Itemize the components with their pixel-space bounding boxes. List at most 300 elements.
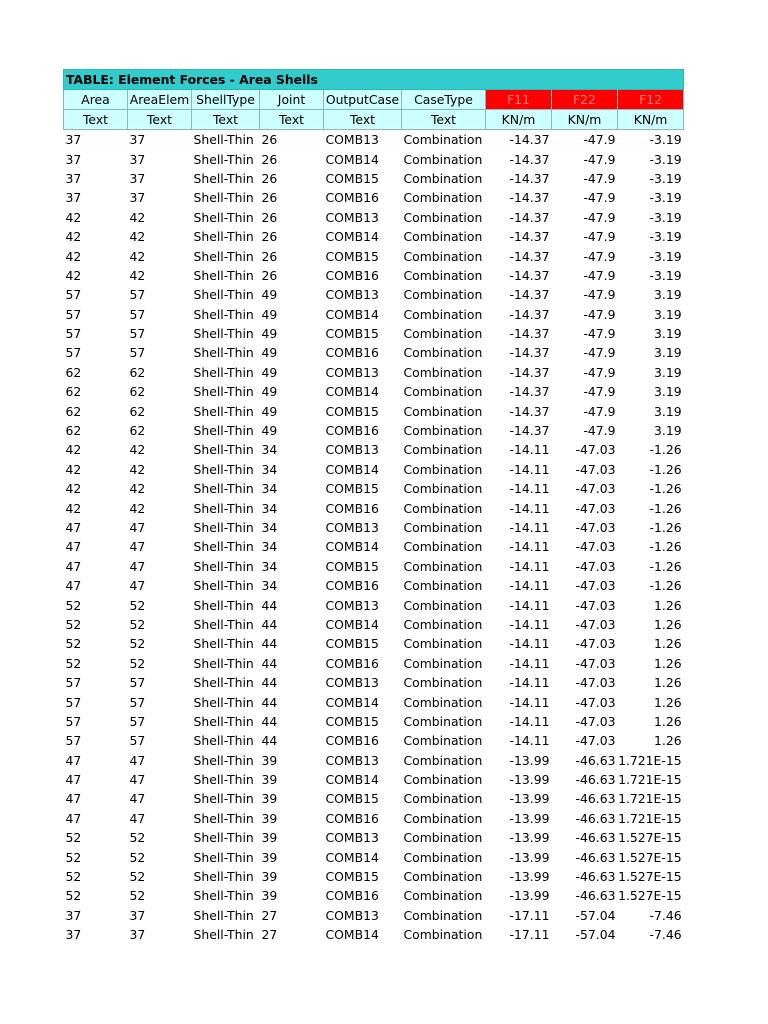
cell-f22[interactable]: -47.03 [575,442,616,458]
cell-areaelem[interactable]: 37 [129,927,146,943]
cell-f12[interactable]: 3.19 [654,287,682,303]
cell-f11[interactable]: -14.11 [509,675,550,691]
cell-f12[interactable]: 1.26 [654,675,682,691]
cell-casetype[interactable]: Combination [403,481,483,497]
cell-shelltype[interactable]: Shell-Thin [193,752,254,768]
cell-outputcase[interactable]: COMB14 [325,849,379,865]
cell-f11[interactable]: -17.11 [509,907,550,923]
cell-area[interactable]: 37 [65,907,82,923]
cell-f12[interactable]: -7.46 [649,907,682,923]
cell-casetype[interactable]: Combination [403,733,483,749]
cell-f22[interactable]: -47.03 [575,461,616,477]
cell-joint[interactable]: 49 [261,423,278,439]
cell-f22[interactable]: -46.63 [575,869,616,885]
cell-f22[interactable]: -47.03 [575,520,616,535]
cell-shelltype[interactable]: Shell-Thin [193,170,254,186]
cell-joint[interactable]: 39 [261,869,278,885]
cell-f11[interactable]: -14.11 [509,597,550,613]
cell-outputcase[interactable]: COMB15 [325,170,379,186]
cell-joint[interactable]: 26 [261,170,278,186]
cell-areaelem[interactable]: 52 [129,655,146,671]
cell-outputcase[interactable]: COMB14 [325,927,379,943]
cell-f22[interactable]: -47.03 [575,655,616,671]
cell-joint[interactable]: 49 [261,287,278,303]
unit-joint[interactable]: Text [260,110,324,130]
cell-casetype[interactable]: Combination [403,578,483,594]
cell-joint[interactable]: 26 [261,132,278,148]
cell-f22[interactable]: -47.9 [583,287,616,303]
cell-casetype[interactable]: Combination [403,869,483,885]
cell-area[interactable]: 47 [65,810,82,826]
cell-shelltype[interactable]: Shell-Thin [193,287,254,303]
cell-areaelem[interactable]: 52 [129,888,146,904]
cell-f22[interactable]: -47.03 [575,597,616,613]
cell-areaelem[interactable]: 42 [129,500,146,516]
cell-outputcase[interactable]: COMB13 [325,752,379,768]
cell-casetype[interactable]: Combination [403,830,483,846]
cell-shelltype[interactable]: Shell-Thin [193,675,254,691]
cell-outputcase[interactable]: COMB15 [325,481,379,497]
cell-outputcase[interactable]: COMB14 [325,772,379,788]
cell-casetype[interactable]: Combination [403,616,483,632]
cell-f22[interactable]: -47.03 [575,713,616,729]
unit-outputcase[interactable]: Text [324,110,402,130]
cell-joint[interactable]: 44 [261,616,278,632]
cell-f11[interactable]: -14.37 [509,170,550,186]
cell-outputcase[interactable]: COMB14 [325,539,379,555]
cell-f11[interactable]: -14.37 [509,132,550,148]
cell-f12[interactable]: 3.19 [654,423,682,439]
cell-shelltype[interactable]: Shell-Thin [193,151,254,167]
cell-f12[interactable]: 1.527E-15 [618,849,682,865]
cell-area[interactable]: 37 [65,190,82,206]
cell-f11[interactable]: -13.99 [509,791,550,807]
cell-casetype[interactable]: Combination [403,791,483,807]
cell-casetype[interactable]: Combination [403,229,483,245]
cell-shelltype[interactable]: Shell-Thin [193,248,254,264]
cell-area[interactable]: 52 [65,849,82,865]
cell-f22[interactable]: -47.9 [583,306,616,322]
cell-areaelem[interactable]: 52 [129,830,146,846]
cell-outputcase[interactable]: COMB14 [325,694,379,710]
cell-f11[interactable]: -14.11 [509,655,550,671]
cell-casetype[interactable]: Combination [403,248,483,264]
cell-area[interactable]: 52 [65,830,82,846]
cell-area[interactable]: 52 [65,869,82,885]
cell-area[interactable]: 42 [65,248,82,264]
cell-area[interactable]: 52 [65,888,82,904]
cell-f12[interactable]: 1.26 [654,713,682,729]
cell-areaelem[interactable]: 42 [129,481,146,497]
cell-f11[interactable]: -14.37 [509,267,550,283]
cell-casetype[interactable]: Combination [403,558,483,574]
cell-f11[interactable]: -14.11 [509,578,550,594]
header-joint[interactable]: Joint [260,90,324,110]
cell-casetype[interactable]: Combination [403,907,483,923]
cell-outputcase[interactable]: COMB13 [325,442,379,458]
cell-areaelem[interactable]: 57 [129,306,146,322]
cell-f22[interactable]: -47.03 [575,578,616,594]
cell-casetype[interactable]: Combination [403,520,483,535]
cell-shelltype[interactable]: Shell-Thin [193,869,254,885]
cell-areaelem[interactable]: 57 [129,287,146,303]
cell-shelltype[interactable]: Shell-Thin [193,306,254,322]
cell-f12[interactable]: -3.19 [649,132,682,148]
cell-areaelem[interactable]: 62 [129,384,146,400]
cell-f11[interactable]: -14.11 [509,694,550,710]
header-f11[interactable]: F11 [486,90,552,110]
unit-shelltype[interactable]: Text [192,110,260,130]
cell-area[interactable]: 42 [65,442,82,458]
cell-joint[interactable]: 26 [261,209,278,225]
cell-joint[interactable]: 39 [261,849,278,865]
cell-areaelem[interactable]: 57 [129,326,146,342]
cell-outputcase[interactable]: COMB13 [325,907,379,923]
cell-joint[interactable]: 39 [261,888,278,904]
cell-shelltype[interactable]: Shell-Thin [193,229,254,245]
cell-areaelem[interactable]: 37 [129,907,146,923]
cell-outputcase[interactable]: COMB16 [325,810,379,826]
cell-joint[interactable]: 34 [261,500,278,516]
cell-joint[interactable]: 39 [261,772,278,788]
cell-joint[interactable]: 34 [261,461,278,477]
cell-f11[interactable]: -14.11 [509,442,550,458]
cell-f22[interactable]: -47.9 [583,151,616,167]
cell-area[interactable]: 57 [65,713,82,729]
cell-casetype[interactable]: Combination [403,597,483,613]
cell-shelltype[interactable]: Shell-Thin [193,384,254,400]
cell-casetype[interactable]: Combination [403,539,483,555]
cell-outputcase[interactable]: COMB15 [325,869,379,885]
cell-joint[interactable]: 49 [261,326,278,342]
cell-area[interactable]: 57 [65,306,82,322]
cell-f12[interactable]: -3.19 [649,170,682,186]
cell-area[interactable]: 52 [65,636,82,652]
cell-f22[interactable]: -47.9 [583,326,616,342]
cell-f11[interactable]: -13.99 [509,810,550,826]
cell-areaelem[interactable]: 62 [129,423,146,439]
cell-f11[interactable]: -14.11 [509,636,550,652]
cell-f22[interactable]: -47.9 [583,345,616,361]
cell-shelltype[interactable]: Shell-Thin [193,636,254,652]
cell-f22[interactable]: -47.9 [583,209,616,225]
cell-area[interactable]: 37 [65,132,82,148]
cell-f22[interactable]: -46.63 [575,791,616,807]
header-area[interactable]: Area [64,90,128,110]
cell-area[interactable]: 42 [65,267,82,283]
cell-casetype[interactable]: Combination [403,170,483,186]
cell-outputcase[interactable]: COMB15 [325,791,379,807]
cell-f12[interactable]: -1.26 [649,578,682,594]
cell-f12[interactable]: 1.721E-15 [618,810,682,826]
cell-joint[interactable]: 26 [261,151,278,167]
cell-casetype[interactable]: Combination [403,713,483,729]
cell-shelltype[interactable]: Shell-Thin [193,655,254,671]
cell-f12[interactable]: 1.721E-15 [618,772,682,788]
cell-area[interactable]: 37 [65,927,82,943]
cell-shelltype[interactable]: Shell-Thin [193,520,254,535]
cell-f12[interactable]: -1.26 [649,442,682,458]
cell-f12[interactable]: 1.527E-15 [618,830,682,846]
cell-f12[interactable]: 1.721E-15 [618,752,682,768]
cell-f11[interactable]: -14.37 [509,326,550,342]
cell-f22[interactable]: -47.9 [583,364,616,380]
cell-areaelem[interactable]: 42 [129,209,146,225]
cell-f11[interactable]: -14.11 [509,616,550,632]
cell-f22[interactable]: -47.9 [583,190,616,206]
cell-shelltype[interactable]: Shell-Thin [193,791,254,807]
cell-area[interactable]: 47 [65,772,82,788]
cell-joint[interactable]: 44 [261,655,278,671]
cell-shelltype[interactable]: Shell-Thin [193,461,254,477]
cell-joint[interactable]: 44 [261,713,278,729]
cell-f22[interactable]: -47.03 [575,636,616,652]
cell-areaelem[interactable]: 47 [129,791,146,807]
cell-outputcase[interactable]: COMB13 [325,830,379,846]
cell-f22[interactable]: -46.63 [575,830,616,846]
cell-areaelem[interactable]: 62 [129,364,146,380]
cell-f22[interactable]: -47.9 [583,170,616,186]
cell-f12[interactable]: -1.26 [649,461,682,477]
cell-f11[interactable]: -14.37 [509,151,550,167]
cell-areaelem[interactable]: 57 [129,675,146,691]
cell-areaelem[interactable]: 42 [129,461,146,477]
cell-f11[interactable]: -14.37 [509,287,550,303]
cell-outputcase[interactable]: COMB16 [325,500,379,516]
cell-area[interactable]: 62 [65,364,82,380]
cell-f12[interactable]: 1.26 [654,597,682,613]
cell-f12[interactable]: -1.26 [649,558,682,574]
cell-shelltype[interactable]: Shell-Thin [193,772,254,788]
cell-f11[interactable]: -13.99 [509,888,550,904]
cell-f11[interactable]: -14.11 [509,500,550,516]
cell-outputcase[interactable]: COMB13 [325,132,379,148]
cell-area[interactable]: 57 [65,287,82,303]
cell-outputcase[interactable]: COMB13 [325,209,379,225]
cell-f12[interactable]: -3.19 [649,209,682,225]
cell-outputcase[interactable]: COMB16 [325,423,379,439]
cell-area[interactable]: 47 [65,520,82,535]
cell-f12[interactable]: 1.26 [654,733,682,749]
cell-joint[interactable]: 27 [261,927,278,943]
cell-f11[interactable]: -14.11 [509,461,550,477]
cell-area[interactable]: 37 [65,170,82,186]
cell-area[interactable]: 47 [65,539,82,555]
cell-areaelem[interactable]: 37 [129,132,146,148]
cell-shelltype[interactable]: Shell-Thin [193,927,254,943]
cell-f12[interactable]: -3.19 [649,267,682,283]
cell-area[interactable]: 62 [65,423,82,439]
cell-f11[interactable]: -14.37 [509,209,550,225]
cell-joint[interactable]: 26 [261,229,278,245]
cell-casetype[interactable]: Combination [403,636,483,652]
cell-f11[interactable]: -14.37 [509,190,550,206]
cell-f12[interactable]: 3.19 [654,306,682,322]
cell-area[interactable]: 47 [65,558,82,574]
cell-joint[interactable]: 44 [261,675,278,691]
cell-f12[interactable]: 3.19 [654,326,682,342]
cell-f22[interactable]: -47.9 [583,384,616,400]
cell-joint[interactable]: 49 [261,403,278,419]
cell-f22[interactable]: -47.9 [583,403,616,419]
cell-area[interactable]: 62 [65,403,82,419]
cell-areaelem[interactable]: 57 [129,345,146,361]
cell-outputcase[interactable]: COMB14 [325,306,379,322]
cell-casetype[interactable]: Combination [403,384,483,400]
cell-areaelem[interactable]: 42 [129,267,146,283]
cell-casetype[interactable]: Combination [403,810,483,826]
cell-casetype[interactable]: Combination [403,403,483,419]
cell-outputcase[interactable]: COMB15 [325,248,379,264]
cell-f11[interactable]: -13.99 [509,830,550,846]
cell-areaelem[interactable]: 57 [129,733,146,749]
cell-f11[interactable]: -14.11 [509,481,550,497]
cell-f12[interactable]: -3.19 [649,151,682,167]
cell-joint[interactable]: 39 [261,810,278,826]
cell-area[interactable]: 57 [65,326,82,342]
cell-f22[interactable]: -46.63 [575,888,616,904]
cell-f11[interactable]: -14.11 [509,733,550,749]
cell-outputcase[interactable]: COMB16 [325,733,379,749]
cell-joint[interactable]: 39 [261,830,278,846]
cell-outputcase[interactable]: COMB16 [325,267,379,283]
cell-shelltype[interactable]: Shell-Thin [193,907,254,923]
cell-outputcase[interactable]: COMB16 [325,190,379,206]
cell-outputcase[interactable]: COMB16 [325,655,379,671]
cell-outputcase[interactable]: COMB15 [325,326,379,342]
cell-casetype[interactable]: Combination [403,752,483,768]
unit-f22[interactable]: KN/m [552,110,618,130]
unit-f11[interactable]: KN/m [486,110,552,130]
cell-f11[interactable]: -13.99 [509,752,550,768]
cell-f22[interactable]: -57.04 [575,907,616,923]
cell-areaelem[interactable]: 47 [129,539,146,555]
cell-joint[interactable]: 26 [261,267,278,283]
cell-f12[interactable]: -3.19 [649,229,682,245]
table-title[interactable]: TABLE: Element Forces - Area Shells [64,70,684,90]
cell-outputcase[interactable]: COMB13 [325,597,379,613]
cell-f12[interactable]: 1.721E-15 [618,791,682,807]
cell-outputcase[interactable]: COMB13 [325,675,379,691]
cell-f12[interactable]: 3.19 [654,364,682,380]
cell-f12[interactable]: -1.26 [649,500,682,516]
cell-shelltype[interactable]: Shell-Thin [193,694,254,710]
cell-joint[interactable]: 34 [261,578,278,594]
cell-f22[interactable]: -46.63 [575,752,616,768]
cell-joint[interactable]: 34 [261,481,278,497]
cell-f22[interactable]: -47.03 [575,694,616,710]
cell-joint[interactable]: 26 [261,248,278,264]
cell-areaelem[interactable]: 47 [129,558,146,574]
cell-area[interactable]: 42 [65,229,82,245]
cell-f22[interactable]: -47.9 [583,132,616,148]
cell-areaelem[interactable]: 47 [129,810,146,826]
cell-casetype[interactable]: Combination [403,675,483,691]
cell-shelltype[interactable]: Shell-Thin [193,597,254,613]
cell-f12[interactable]: 3.19 [654,345,682,361]
cell-joint[interactable]: 34 [261,520,278,535]
cell-areaelem[interactable]: 42 [129,248,146,264]
cell-shelltype[interactable]: Shell-Thin [193,481,254,497]
cell-area[interactable]: 37 [65,151,82,167]
cell-f12[interactable]: 1.26 [654,616,682,632]
cell-casetype[interactable]: Combination [403,461,483,477]
cell-shelltype[interactable]: Shell-Thin [193,888,254,904]
cell-outputcase[interactable]: COMB15 [325,636,379,652]
cell-f22[interactable]: -47.03 [575,733,616,749]
unit-f12[interactable]: KN/m [618,110,684,130]
cell-area[interactable]: 57 [65,733,82,749]
cell-f11[interactable]: -14.11 [509,713,550,729]
cell-outputcase[interactable]: COMB13 [325,520,379,535]
cell-f12[interactable]: 3.19 [654,403,682,419]
cell-outputcase[interactable]: COMB14 [325,616,379,632]
cell-f11[interactable]: -14.37 [509,229,550,245]
cell-shelltype[interactable]: Shell-Thin [193,733,254,749]
cell-f12[interactable]: 1.527E-15 [618,888,682,904]
header-casetype[interactable]: CaseType [402,90,486,110]
cell-area[interactable]: 47 [65,791,82,807]
cell-f11[interactable]: -14.37 [509,423,550,439]
cell-f22[interactable]: -46.63 [575,810,616,826]
cell-outputcase[interactable]: COMB16 [325,345,379,361]
header-shelltype[interactable]: ShellType [192,90,260,110]
cell-casetype[interactable]: Combination [403,306,483,322]
cell-f12[interactable]: -3.19 [649,190,682,206]
cell-joint[interactable]: 44 [261,733,278,749]
cell-area[interactable]: 52 [65,597,82,613]
cell-f11[interactable]: -17.11 [509,927,550,943]
cell-outputcase[interactable]: COMB14 [325,384,379,400]
cell-joint[interactable]: 26 [261,190,278,206]
cell-areaelem[interactable]: 57 [129,694,146,710]
cell-areaelem[interactable]: 52 [129,597,146,613]
cell-f22[interactable]: -47.03 [575,539,616,555]
cell-shelltype[interactable]: Shell-Thin [193,810,254,826]
cell-areaelem[interactable]: 62 [129,403,146,419]
cell-f11[interactable]: -14.11 [509,520,550,535]
cell-f22[interactable]: -47.03 [575,675,616,691]
cell-shelltype[interactable]: Shell-Thin [193,190,254,206]
cell-f12[interactable]: 3.19 [654,384,682,400]
cell-areaelem[interactable]: 37 [129,190,146,206]
unit-area[interactable]: Text [64,110,128,130]
cell-f11[interactable]: -14.11 [509,539,550,555]
cell-outputcase[interactable]: COMB13 [325,364,379,380]
cell-casetype[interactable]: Combination [403,287,483,303]
cell-areaelem[interactable]: 42 [129,442,146,458]
cell-shelltype[interactable]: Shell-Thin [193,423,254,439]
cell-casetype[interactable]: Combination [403,423,483,439]
cell-casetype[interactable]: Combination [403,694,483,710]
cell-areaelem[interactable]: 42 [129,229,146,245]
cell-casetype[interactable]: Combination [403,849,483,865]
cell-areaelem[interactable]: 52 [129,849,146,865]
cell-casetype[interactable]: Combination [403,267,483,283]
cell-f11[interactable]: -13.99 [509,849,550,865]
cell-joint[interactable]: 44 [261,597,278,613]
cell-f22[interactable]: -47.9 [583,248,616,264]
cell-shelltype[interactable]: Shell-Thin [193,132,254,148]
cell-shelltype[interactable]: Shell-Thin [193,578,254,594]
cell-area[interactable]: 42 [65,481,82,497]
cell-joint[interactable]: 39 [261,791,278,807]
cell-outputcase[interactable]: COMB15 [325,713,379,729]
cell-f22[interactable]: -47.03 [575,616,616,632]
cell-joint[interactable]: 27 [261,907,278,923]
cell-f22[interactable]: -46.63 [575,772,616,788]
cell-outputcase[interactable]: COMB16 [325,578,379,594]
